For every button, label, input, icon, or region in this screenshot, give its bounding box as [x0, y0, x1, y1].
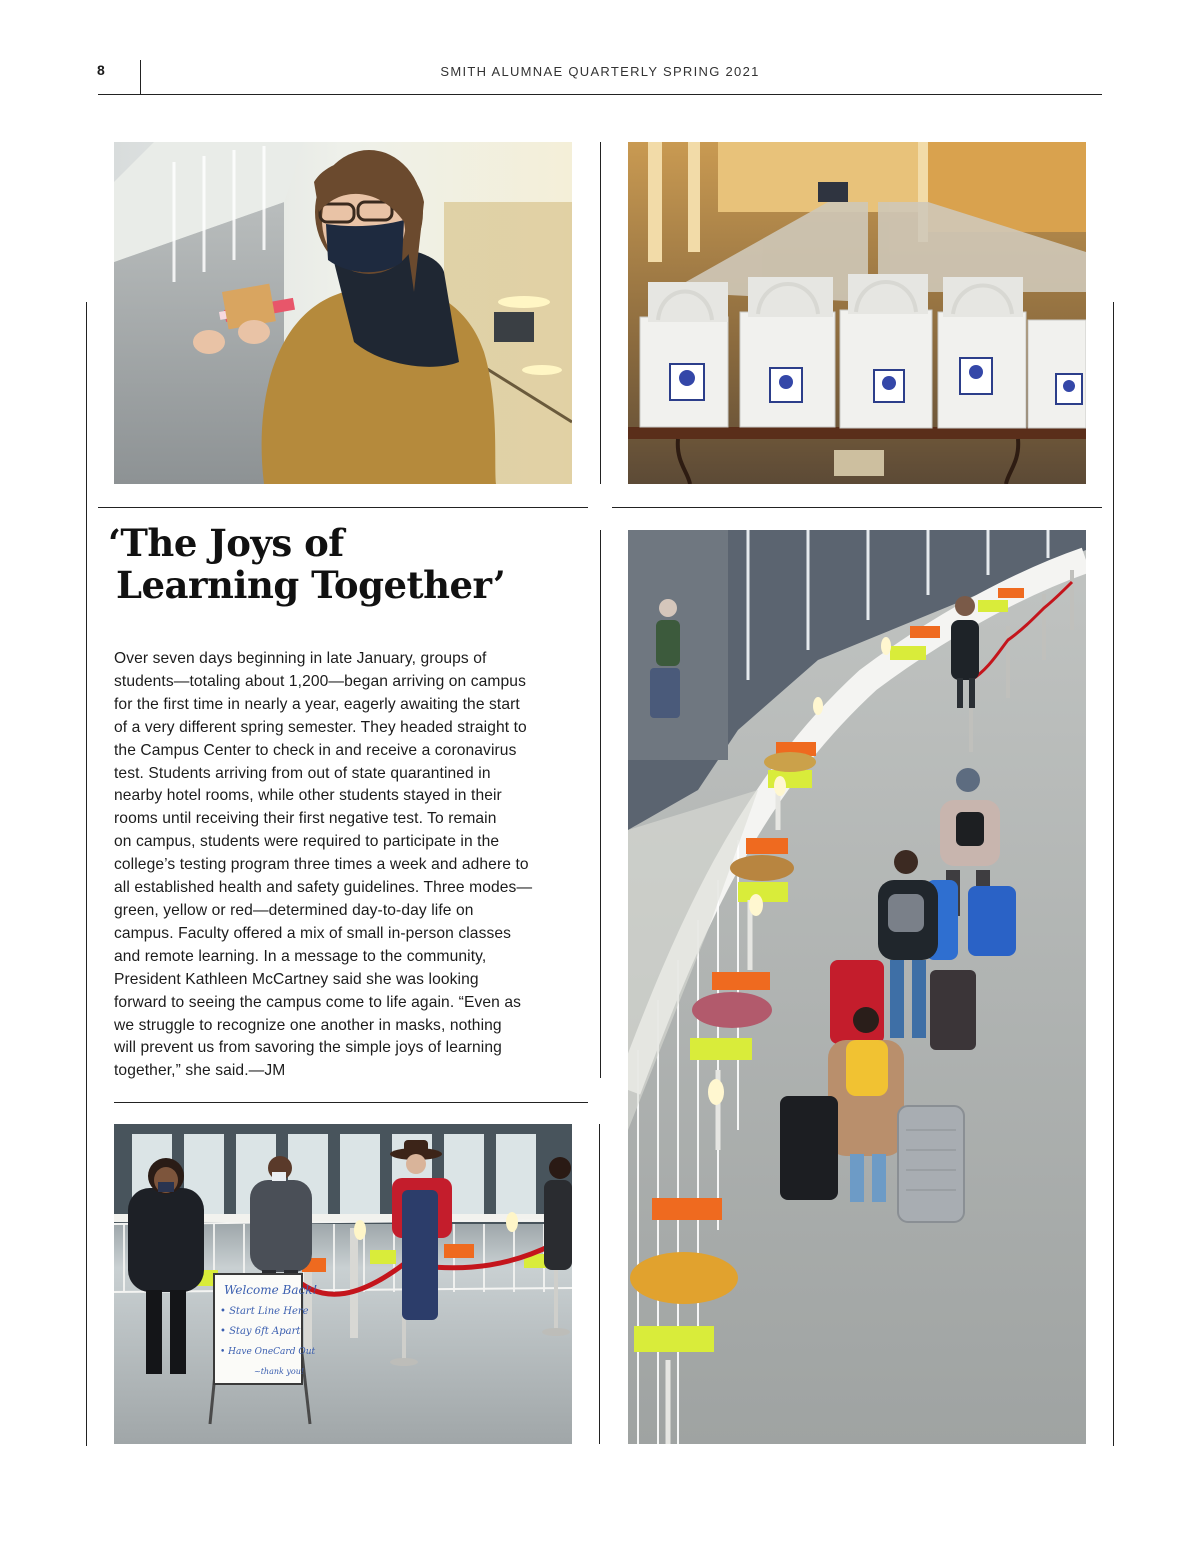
section-rule-left — [98, 507, 588, 508]
sign-line-5: ~thank you! — [254, 1367, 305, 1376]
body-line: for the first time in nearly a year, eagerly awaiting the start — [114, 695, 520, 713]
left-margin-rule — [86, 302, 87, 1446]
body-line: we struggle to recognize one another in masks, nothing — [114, 1016, 502, 1034]
body-line: and remote learning. In a message to the community, — [114, 947, 487, 965]
running-title: SMITH ALUMNAE QUARTERLY SPRING 2021 — [440, 64, 760, 79]
body-line: nearby hotel rooms, while other students stayed in their — [114, 787, 502, 805]
body-line: together,” she said.—JM — [114, 1062, 286, 1080]
sign-line-4: • Have OneCard Out — [220, 1347, 316, 1357]
column-rule-middle — [600, 530, 601, 1078]
body-line: will prevent us from savoring the simple joys of learning — [114, 1039, 502, 1057]
article-body — [114, 648, 584, 1083]
body-line: students—totaling about 1,200—began arriving on campus — [114, 672, 526, 690]
column-rule-top — [600, 142, 601, 484]
body-line: Over seven days beginning in late January, groups of — [114, 650, 487, 667]
article-end-rule — [114, 1102, 588, 1103]
section-rule-right — [612, 507, 1102, 508]
photo-check-in-line — [114, 1124, 572, 1444]
body-line: on campus, students were required to participate in the — [114, 833, 500, 851]
body-line: rooms until receiving their first negative test. To remain — [114, 810, 497, 828]
body-line: college’s testing program three times a week and adhere to — [114, 856, 529, 874]
body-line: test. Students arriving from out of state quarantined in — [114, 764, 491, 782]
body-line: forward to seeing the campus come to life again. “Even as — [114, 993, 522, 1011]
photo-student-wristband — [114, 142, 572, 484]
body-line: campus. Faculty offered a mix of small in-person classes — [114, 924, 512, 942]
column-rule-bottom — [599, 1124, 600, 1444]
right-margin-rule — [1113, 302, 1114, 1446]
photo-tote-bags — [628, 142, 1086, 484]
sign-line-3: • Stay 6ft Apart — [220, 1326, 301, 1337]
sign-line-2: • Start Line Here — [220, 1306, 309, 1317]
headline-line-1: ‘The Joys of — [108, 521, 344, 565]
body-line: green, yellow or red—determined day-to-day life on — [114, 901, 474, 919]
photo-campus-center-walkway — [628, 530, 1086, 1444]
page-number: 8 — [97, 62, 105, 78]
header-rule — [98, 94, 1102, 95]
body-line: of a very different spring semester. They headed straight to — [114, 718, 527, 736]
headline-line-2: Learning Together’ — [116, 563, 506, 607]
body-line: President Kathleen McCartney said she was looking — [114, 970, 479, 988]
body-line: all established health and safety guidelines. Three modes— — [114, 879, 533, 897]
article-headline — [108, 522, 588, 606]
body-line: the Campus Center to check in and receive a coronavirus — [114, 741, 517, 759]
sign-line-1: Welcome Back! — [224, 1283, 318, 1297]
